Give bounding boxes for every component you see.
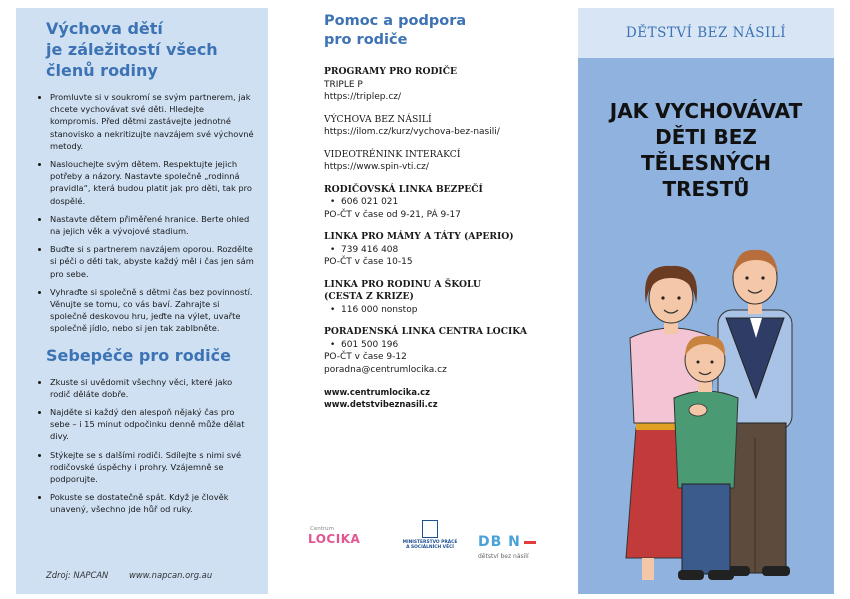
cover-panel — [578, 8, 834, 594]
ministry-emblem-icon — [422, 520, 438, 538]
heading-help-support: Pomoc a podpora pro rodiče — [324, 13, 467, 48]
web-link-dbn[interactable]: www.detstvibeznasili.cz — [324, 399, 438, 409]
web-links — [324, 386, 558, 410]
ministry-logo: MINISTERSTVO PRÁCE A SOCIÁLNÍCH VĚCÍ — [400, 520, 460, 550]
cover-header — [578, 8, 834, 58]
safety-line-title: RODIČOVSKÁ LINKA BEZPEČÍ — [324, 183, 483, 195]
list-item: • Buďte si s partnerem navzájem oporou. Rozdělte si péči o děti tak, abyste každý měl i čas jen sám pro sebe. — [50, 243, 254, 280]
locika-title: PORADENSKÁ LINKA CENTRA LOCIKA — [324, 326, 528, 337]
locika-phone[interactable]: • 601 500 196 — [324, 339, 558, 352]
list-item: • Vyhraďte si společně s dětmi čas bez povinností. Věnujte se tomu, co vás baví. Zahrajte si společně deskovou hru, jeďte na výlet, uvařte společně jídlo, nebo si jen tak zablbněte. — [50, 286, 254, 335]
vychova-link[interactable]: https://ilom.cz/kurz/vychova-bez-nasili/ — [324, 127, 500, 137]
list-item: • Naslouchejte svým dětem. Respektujte jejich potřeby a názory. Nastavte společně „rodinná pravidla“, která budou platit jak pro děti, tak pro dospělé. — [50, 158, 254, 207]
list-item: • Najděte si každý den alespoň nějaký čas pro sebe – i 15 minut odpočinku denně může dělat divy. — [50, 406, 254, 443]
source-url[interactable]: www.napcan.org.au — [129, 570, 213, 580]
family-illustration — [578, 248, 834, 594]
locika-hours: PO-ČT v čase 9-12 — [324, 352, 407, 362]
aperio-title: LINKA PRO MÁMY A TÁTY (APERIO) — [324, 231, 514, 242]
video-link[interactable]: https://www.spin-vti.cz/ — [324, 162, 429, 172]
tips-list — [32, 91, 254, 335]
heading-self-care: Sebepéče pro rodiče — [46, 345, 231, 365]
locika-email[interactable]: poradna@centrumlocika.cz — [324, 364, 447, 375]
triple-p-link[interactable]: https://triplep.cz/ — [324, 92, 402, 102]
list-item: • Pokuste se dostatečně spát. Když je člověk unavený, všechno jde hůř od ruky. — [50, 491, 254, 515]
list-item: • Nastavte dětem přiměřené hranice. Berte ohled na jejich věk a vývojové stadium. — [50, 213, 254, 237]
school-line-title: LINKA PRO RODINU A ŠKOLU — [324, 278, 482, 290]
programs-title: PROGRAMY PRO RODIČE — [324, 66, 458, 77]
dbn-logo: DB N dětství bez násilí — [478, 534, 536, 560]
list-item: • Zkuste si uvědomit všechny věci, které jako rodič děláte dobře. — [50, 376, 254, 400]
logos-row — [308, 520, 558, 580]
aperio-phone[interactable]: • 739 416 408 — [324, 244, 558, 257]
aperio-hours: PO-ČT v čase 10-15 — [324, 257, 413, 267]
left-panel — [16, 8, 268, 594]
source-line — [46, 570, 230, 580]
school-line-subtitle: (CESTA Z KRIZE) — [324, 291, 414, 302]
programs-section — [324, 66, 558, 386]
web-link-locika[interactable]: www.centrumlocika.cz — [324, 387, 430, 397]
video-title: VIDEOTRÉNINK INTERAKCÍ — [324, 148, 461, 160]
cover-header-text: DĚTSTVÍ BEZ NÁSILÍ — [625, 25, 787, 41]
middle-panel — [308, 12, 558, 582]
safety-line-hours: PO-ČT v čase od 9-21, PÁ 9-17 — [324, 209, 461, 220]
vychova-title: VÝCHOVA BEZ NÁSILÍ — [324, 113, 432, 125]
centrum-locika-logo: Centrum LOCIKA — [308, 526, 361, 546]
safety-line-phone[interactable]: • 606 021 021 — [324, 196, 558, 209]
list-item: • Promluvte si v soukromí se svým partnerem, jak chcete vychovávat své děti. Hledejte kompromis. Před dětmi zastávejte jednotné stanovisko a nekritizujte navzájem své výchovné metody. — [50, 91, 254, 152]
cover-title: JAK VYCHOVÁVAT DĚTI BEZ TĚLESNÝCH TRESTŮ — [609, 99, 803, 201]
list-item: • Stýkejte se s dalšími rodiči. Sdílejte s nimi své rodičovské úspěchy i prohry. Vzájemně se podporujte. — [50, 449, 254, 486]
source-text: Zdroj: NAPCAN — [46, 570, 109, 580]
self-care-list — [32, 376, 254, 516]
triple-p-label: TRIPLE P — [324, 79, 363, 90]
school-line-phone[interactable]: • 116 000 nonstop — [324, 304, 558, 317]
heading-family-upbringing: Výchova dětí je záležitostí všech členů rodiny — [46, 19, 218, 80]
